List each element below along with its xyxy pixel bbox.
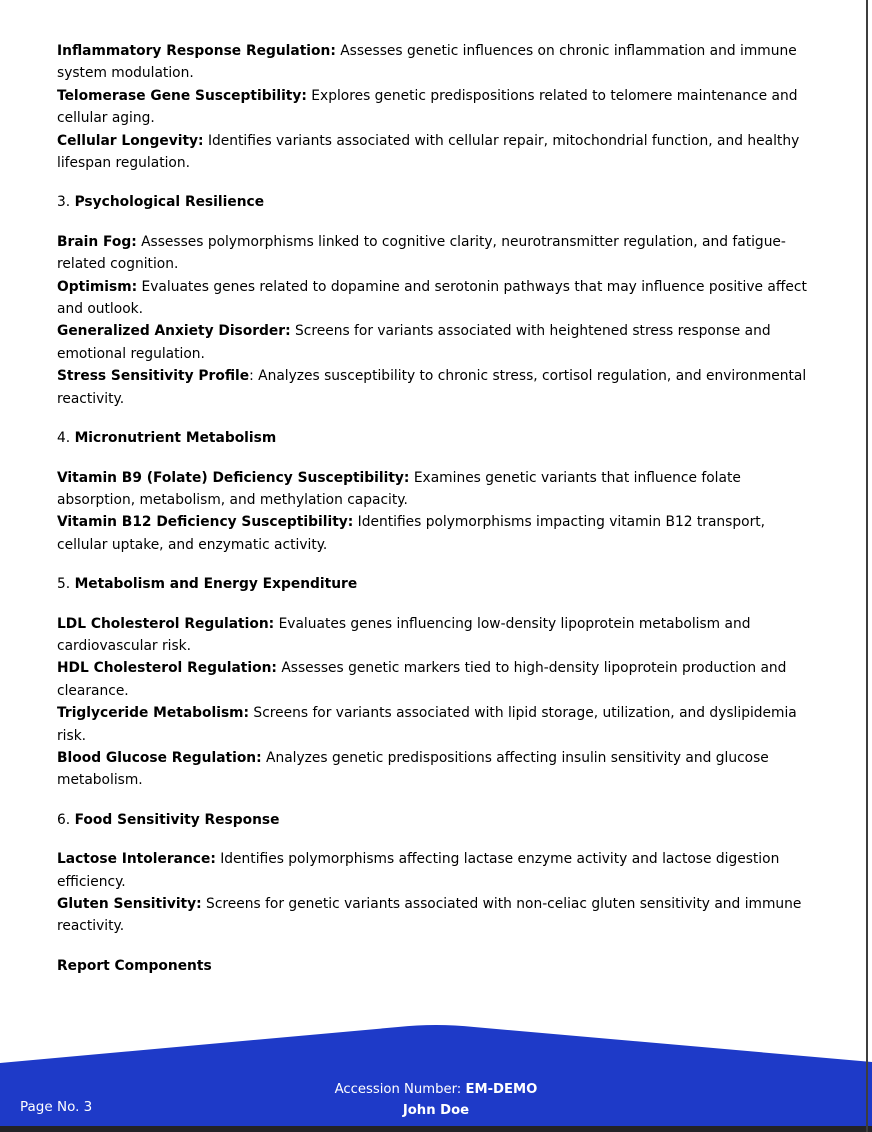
item-label: LDL Cholesterol Regulation: — [57, 615, 275, 632]
report-item — [57, 365, 815, 410]
report-body — [57, 0, 815, 994]
report-item — [57, 893, 815, 938]
item-text: Evaluates genes related to dopamine and serotonin pathways that may influence positive affect and outlook. — [57, 278, 807, 318]
section-title: Metabolism and Energy Expenditure — [74, 576, 358, 593]
item-label: Inflammatory Response Regulation: — [57, 43, 336, 59]
item-text: Examines genetic variants that influence folate absorption, metabolism, and methylation capacity. — [57, 469, 741, 508]
item-label: Cellular Longevity: — [57, 132, 204, 149]
item-label: Vitamin B9 (Folate) Deficiency Susceptibility: — [57, 469, 410, 486]
page-bottom-edge — [0, 1126, 872, 1132]
item-text: Identifies polymorphisms impacting vitamin B12 transport, cellular uptake, and enzymatic activity. — [57, 514, 766, 553]
item-text: Identifies polymorphisms affecting lactase enzyme activity and lactose digestion efficiency. — [57, 851, 780, 890]
section-6-items — [57, 848, 815, 938]
section-5-items — [57, 613, 815, 792]
intro-group — [57, 40, 815, 174]
report-item — [57, 85, 815, 130]
report-item — [57, 511, 815, 556]
page-number: Page No. 3 — [20, 1099, 93, 1115]
item-label: Triglyceride Metabolism: — [57, 705, 250, 722]
item-text: Analyzes genetic predispositions affecting insulin sensitivity and glucose metabolism. — [57, 749, 769, 789]
section-title: Report Components — [57, 957, 212, 974]
item-label: Optimism: — [57, 278, 138, 295]
accession-value: EM-DEMO — [465, 1082, 538, 1097]
item-text: Assesses polymorphisms linked to cognitive clarity, neurotransmitter regulation, and fatigue-related cognition. — [57, 233, 786, 273]
section-3-items — [57, 231, 815, 410]
report-item — [57, 657, 815, 702]
item-label: Blood Glucose Regulation: — [57, 749, 262, 766]
accession-label: Accession Number: — [334, 1082, 462, 1097]
report-item — [57, 40, 815, 85]
item-text: Screens for genetic variants associated with non-celiac gluten sensitivity and immune reactivity. — [57, 896, 802, 935]
item-text: Assesses genetic influences on chronic inflammation and immune system modulation. — [57, 43, 797, 82]
patient-name: John Doe — [402, 1103, 470, 1118]
item-text: Identifies variants associated with cellular repair, mitochondrial function, and healthy lifespan regulation. — [57, 132, 800, 172]
accession-line — [0, 1082, 872, 1098]
item-text: Assesses genetic markers tied to high-density lipoprotein production and clearance. — [57, 660, 787, 699]
footer — [0, 1024, 872, 1132]
item-label: Vitamin B12 Deficiency Susceptibility: — [57, 514, 354, 531]
report-item — [57, 276, 815, 321]
item-text: Explores genetic predispositions related to telomere maintenance and cellular aging. — [57, 87, 798, 127]
item-text: Screens for variants associated with heightened stress response and emotional regulation. — [57, 323, 771, 362]
item-label: Stress Sensitivity Profile — [57, 368, 250, 385]
section-number: 6. — [57, 811, 71, 828]
item-label: Brain Fog: — [57, 233, 137, 250]
report-item — [57, 320, 815, 365]
section-heading-4 — [57, 427, 815, 449]
section-number: 5. — [57, 576, 71, 593]
item-text: Evaluates genes influencing low-density lipoprotein metabolism and cardiovascular risk. — [57, 615, 751, 654]
section-number: 3. — [57, 194, 71, 211]
report-item — [57, 130, 815, 175]
section-title: Food Sensitivity Response — [74, 811, 280, 828]
section-heading-6 — [57, 809, 815, 831]
item-label: Generalized Anxiety Disorder: — [57, 323, 291, 340]
section-title: Psychological Resilience — [74, 194, 265, 211]
section-number: 4. — [57, 430, 71, 447]
item-label: Lactose Intolerance: — [57, 851, 216, 868]
item-label: Telomerase Gene Susceptibility: — [57, 87, 307, 104]
report-item — [57, 848, 815, 893]
item-label: HDL Cholesterol Regulation: — [57, 660, 277, 677]
section-4-items — [57, 467, 815, 557]
report-item — [57, 702, 815, 747]
item-text: Screens for variants associated with lipid storage, utilization, and dyslipidemia risk. — [57, 705, 797, 744]
report-item — [57, 613, 815, 658]
page-right-border — [866, 0, 868, 1132]
item-text: : Analyzes susceptibility to chronic stress, cortisol regulation, and environmental reactivity. — [57, 368, 807, 407]
report-item — [57, 467, 815, 512]
section-heading-3 — [57, 191, 815, 213]
section-title: Micronutrient Metabolism — [74, 430, 277, 447]
report-components-heading — [57, 955, 815, 977]
report-item — [57, 231, 815, 276]
section-heading-5 — [57, 573, 815, 595]
item-label: Gluten Sensitivity: — [57, 896, 202, 912]
report-item — [57, 747, 815, 792]
